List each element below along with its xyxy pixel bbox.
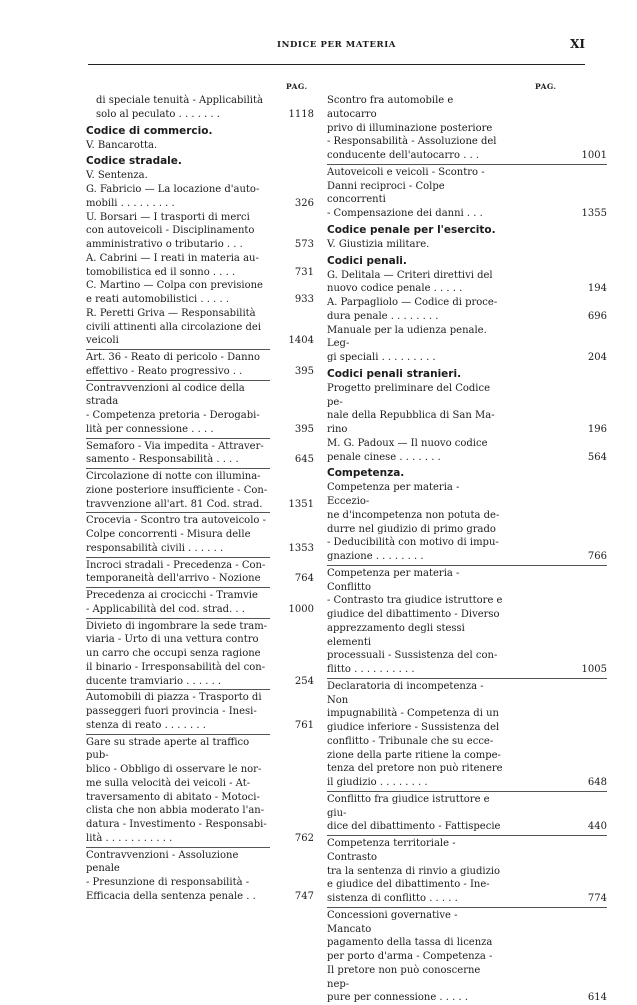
entry-text: Manuale per la udienza penale. Leg- gi speciali . . . . . . . . . (327, 324, 487, 363)
entry-page-number: 696 (587, 310, 607, 322)
entry-page-number: 1005 (581, 664, 607, 675)
entry-divider (86, 468, 270, 469)
entry-text: Competenza territoriale - Contrasto tra la sentenza di rinvio a giudizio e giudice del dibattimento - Ine- sistenza di conflitto . . . . . (327, 838, 501, 904)
entry-page-number: 194 (587, 283, 607, 295)
entry-text: Precedenza ai crocicchi - Tramvie - Applicabilità del cod. strad. . . (86, 590, 258, 615)
entry-text: V. Giustizia militare. (327, 238, 430, 250)
section-heading (86, 154, 314, 169)
section-heading (327, 367, 555, 382)
entry-text: U. Borsari — I trasporti di merci con autoveicoli - Disciplinamento amministrativo o tributario . . . (86, 211, 255, 250)
left-column (86, 82, 314, 904)
entry-text: Contravvenzioni al codice della strada - Competenza pretoria - Derogabi- lità per connessione . . . . (86, 382, 260, 435)
section-heading (327, 223, 555, 238)
entry-page-number: 1000 (288, 603, 314, 615)
index-entry (86, 211, 314, 252)
entry-text: R. Peretti Griva — Responsabilità civili attinenti alla circolazione dei veicoli (86, 307, 262, 347)
header-rule (88, 64, 585, 65)
index-entry (327, 269, 607, 297)
heading-text: Codice di commercio. (86, 124, 213, 137)
entry-page-number: 648 (587, 777, 607, 788)
entry-text: Conflitto fra giudice istruttore e giu- dice del dibattimento - Fattispecie (327, 793, 501, 833)
index-entry (327, 680, 607, 790)
entry-divider (327, 791, 607, 792)
section-heading (327, 254, 555, 269)
heading-text: Codici penali stranieri. (327, 367, 462, 380)
pag-label: PAG. (535, 82, 557, 91)
index-entry (327, 837, 607, 906)
index-entry (86, 139, 314, 153)
index-entry (86, 351, 314, 379)
index-entry (86, 691, 314, 732)
index-entry (86, 279, 314, 307)
index-entry (86, 252, 314, 280)
entry-page-number: 196 (587, 424, 607, 435)
entry-text: Crocevia - Scontro tra autoveicolo - Colpe concorrenti - Misura delle responsabilità civili . . . . . . (86, 515, 266, 554)
index-entry (327, 166, 607, 221)
entry-page-number: 326 (294, 197, 314, 209)
entry-divider (327, 907, 607, 908)
index-entry (327, 324, 607, 365)
heading-text: Competenza. (327, 467, 405, 480)
index-entry (327, 909, 607, 1005)
entry-text: Incroci stradali - Precedenza - Con- temporaneità dell'arrivo - Nozione (86, 559, 266, 585)
entry-divider (86, 847, 270, 848)
index-entry (86, 470, 314, 511)
entry-text: Automobili di piazza - Trasporto di passeggeri fuori provincia - Inesi- stenza di reato . . . . . . . (86, 692, 262, 731)
index-entry (86, 307, 314, 348)
pag-label: PAG. (286, 82, 308, 91)
entry-page-number: 933 (294, 294, 314, 305)
entry-divider (86, 380, 270, 381)
entry-page-number: 761 (294, 719, 314, 731)
index-entry (86, 849, 314, 904)
entry-divider (86, 512, 270, 513)
entry-text: M. G. Padoux — Il nuovo codice penale cinese . . . . . . . (327, 437, 488, 463)
entry-text: Progetto preliminare del Codice pe- nale della Repubblica di San Ma- rino (327, 382, 495, 435)
entry-text: V. Bancarotta. (86, 139, 158, 151)
index-entry (327, 296, 607, 324)
entry-divider (327, 164, 607, 165)
entry-divider (86, 734, 270, 735)
entry-page-number: 1353 (288, 542, 314, 554)
running-title: INDICE PER MATERIA (277, 40, 396, 50)
entry-text: Art. 36 - Reato di pericolo - Danno effettivo - Reato progressivo . . (86, 352, 260, 377)
index-entry (327, 793, 607, 834)
entry-page-number: 204 (587, 352, 607, 363)
index-entry (86, 440, 314, 468)
entry-page-number: 774 (587, 893, 607, 904)
entry-divider (327, 835, 607, 836)
index-entry (86, 169, 314, 183)
entry-page-number: 764 (294, 573, 314, 585)
entry-text: G. Fabricio — La locazione d'auto- mobili . . . . . . . . . (86, 184, 260, 209)
index-entry (86, 514, 314, 555)
entry-page-number: 1118 (288, 108, 314, 120)
entry-divider (86, 438, 270, 439)
entry-page-number: 614 (587, 992, 607, 1004)
entry-text: Autoveicoli e veicoli - Scontro - Danni reciproci - Colpe concorrenti - Compensazione dei danni . . . (327, 166, 485, 219)
section-heading (327, 466, 555, 481)
entry-page-number: 440 (587, 821, 607, 833)
index-entry (327, 94, 607, 163)
entry-page-number: 766 (587, 551, 607, 562)
entry-page-number: 573 (294, 239, 314, 250)
entry-text: Scontro fra automobile e autocarro privo di illuminazione posteriore - Responsabilità - Assoluzione del conducente dell'autocarro . . . (327, 95, 497, 161)
entry-divider (86, 618, 270, 619)
entry-text: Concessioni governative - Mancato pagamento della tassa di licenza per porto d'arma - Competenza - Il pretore non può conoscerne nep- pure per connessione . . . . . (327, 909, 493, 1004)
heading-text: Codice penale per l'esercito. (327, 223, 496, 236)
entry-text: Competenza per materia - Conflitto - Contrasto tra giudice istruttore e giudice del dibattimento - Diverso apprezzamento degli stessi elementi processuali - Sussistenza del con- flitto . . . . . . . . . . (327, 567, 503, 675)
entry-page-number: 1351 (288, 498, 314, 510)
index-entry (86, 620, 314, 689)
entry-list (327, 94, 607, 1005)
index-entry (327, 481, 607, 564)
entry-divider (86, 587, 270, 588)
index-entry (86, 559, 314, 587)
entry-text: G. Delitala — Criteri direttivi del nuovo codice penale . . . . . (327, 269, 493, 295)
entry-page-number: 564 (587, 451, 607, 463)
entry-page-number: 645 (294, 454, 314, 466)
page-number: XI (570, 37, 585, 51)
index-entry (86, 183, 314, 211)
index-entry (327, 238, 555, 252)
index-entry (86, 382, 314, 437)
entry-text: C. Martino — Colpa con previsione e reati automobilistici . . . . . (86, 280, 263, 305)
entry-text: Circolazione di notte con illumina- zione posteriore insufficiente - Con- travvenzione all'art. 81 Cod. strad. (86, 471, 268, 510)
index-entry (86, 589, 314, 617)
entry-page-number: 747 (294, 890, 314, 902)
entry-page-number: 731 (294, 266, 314, 278)
entry-page-number: 1404 (288, 335, 314, 347)
entry-page-number: 395 (294, 365, 314, 377)
entry-page-number: 395 (294, 423, 314, 435)
entry-text: A. Parpagliolo — Codice di proce- dura penale . . . . . . . . (327, 297, 498, 322)
right-column (327, 82, 607, 1005)
index-entry (327, 567, 607, 677)
entry-text: Declaratoria di incompetenza - Non impugnabilità - Competenza di un giudice inferiore - Sussistenza del conflitto - Tribunale che su ecce- zione della parte ritiene la compe- tenza del pretore non può ritenere il giudizio . . . . . . . . (327, 680, 503, 788)
entry-text: V. Sentenza. (86, 170, 148, 182)
entry-text: Competenza per materia - Eccezio- ne d'incompetenza non potuta de- durre nel giudizio di primo grado - Deducibilità con motivo di impu- gnazione . . . . . . . . (327, 482, 500, 562)
entry-page-number: 254 (294, 675, 314, 687)
entry-divider (327, 565, 607, 566)
entry-list (86, 94, 314, 904)
page-header (88, 34, 585, 54)
entry-page-number: 1001 (581, 150, 607, 161)
entry-page-number: 762 (294, 832, 314, 844)
entry-divider (86, 349, 270, 350)
entry-text: Contravvenzioni - Assoluzione penale - Presunzione di responsabilità - Efficacia della sentenza penale . . (86, 849, 256, 902)
index-entry (327, 382, 607, 437)
entry-text: Divieto di ingombrare la sede tram- viaria - Urto di una vettura contro un carro che occupi senza ragione il binario - Irresponsabilità del con- ducente tramviario . . . . . . (86, 620, 268, 687)
entry-text: Gare su strade aperte al traffico pub- blico - Obbligo di osservare le nor- me sulla velocità dei veicoli - At- traversamento di abitato - Motoci- clista che non abbia moderato l'an- datura - Investimento - Responsabi- lità . . . . . . . . . . . (86, 736, 267, 844)
section-heading (86, 124, 314, 139)
heading-text: Codice stradale. (86, 155, 182, 168)
entry-divider (327, 678, 607, 679)
index-entry (327, 437, 607, 465)
entry-divider (86, 689, 270, 690)
entry-divider (86, 557, 270, 558)
entry-text: A. Cabrini — I reati in materia au- tomobilistica ed il sonno . . . . (86, 252, 259, 278)
heading-text: Codici penali. (327, 254, 407, 267)
entry-text: di speciale tenuità - Applicabilità solo al peculato . . . . . . . (96, 95, 263, 120)
index-entry (86, 736, 314, 846)
entry-text: Semaforo - Via impedita - Attraver- samento - Responsabilità . . . . (86, 440, 264, 466)
index-entry (86, 94, 314, 122)
entry-page-number: 1355 (581, 208, 607, 219)
